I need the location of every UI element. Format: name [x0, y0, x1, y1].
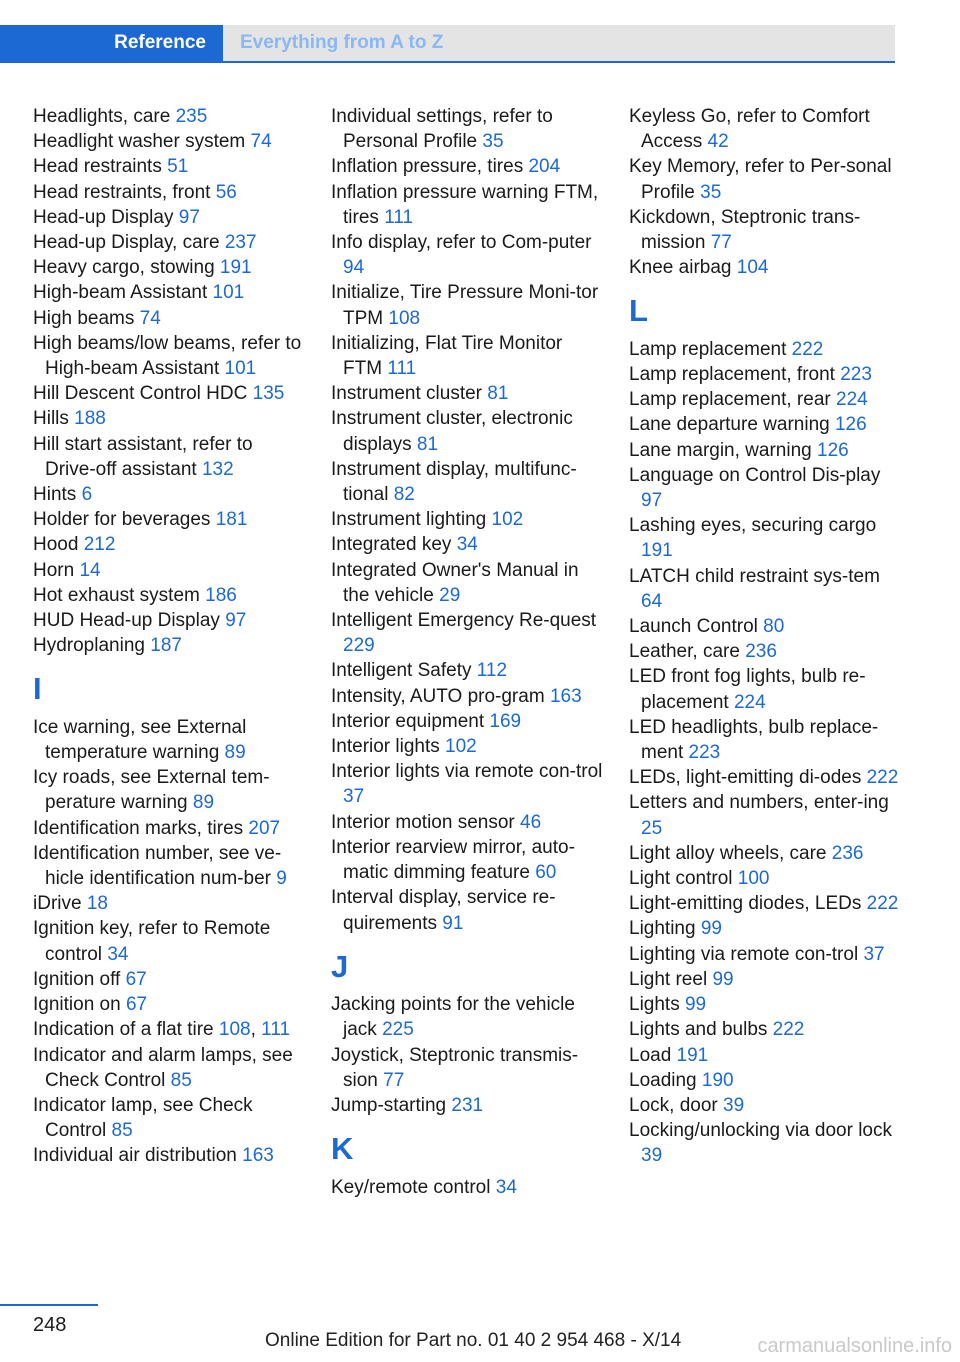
index-entry-text: Lamp replacement, front: [629, 364, 841, 386]
index-entry-text: Leather, care: [629, 641, 746, 663]
page-link[interactable]: 81: [416, 433, 439, 455]
index-entry-text: Indicator and alarm lamps, see Check Control: [33, 1044, 293, 1091]
page-link[interactable]: 64: [641, 590, 663, 612]
page-link[interactable]: 89: [224, 742, 246, 764]
index-entry-text: Integrated key: [331, 534, 457, 556]
page-link[interactable]: 18: [86, 893, 108, 915]
index-entry-text: Interior lights via remote con‐trol: [331, 761, 603, 783]
index-entry: [629, 715, 904, 765]
page-link[interactable]: 74: [250, 131, 272, 153]
index-entry: [33, 992, 308, 1017]
index-entry: [629, 1118, 904, 1168]
page-link[interactable]: 104: [736, 257, 769, 279]
index-entry-text: Light-emitting diodes, LEDs: [629, 893, 867, 915]
index-entry-text: High beams/low beams, refer to High-beam Assistant: [33, 332, 302, 380]
index-entry-text: Head-up Display: [33, 206, 179, 228]
page-link[interactable]: 236: [831, 842, 864, 864]
index-entry-text: Head restraints, front: [33, 181, 216, 203]
index-entry: [331, 1043, 606, 1093]
page-link[interactable]: 191: [641, 540, 673, 562]
index-entry: [33, 1043, 308, 1093]
index-entry: [33, 406, 308, 431]
index-entry: [331, 734, 606, 759]
index-entry-text: Individual settings, refer to Personal Profile: [331, 106, 553, 153]
index-entry-text: Integrated Owner's Manual in the vehicle: [331, 559, 579, 606]
index-entry: [331, 381, 606, 406]
index-entry-text: Head-up Display, care: [33, 232, 225, 254]
index-entry-text: Instrument cluster, electronic displays: [331, 408, 573, 455]
page-link[interactable]: 6: [81, 484, 93, 506]
page-link[interactable]: 14: [79, 559, 101, 581]
page-link[interactable]: 163: [549, 685, 582, 707]
index-entry: [331, 280, 606, 330]
index-entry: [629, 1068, 904, 1093]
page-link[interactable]: 97: [225, 610, 247, 632]
index-entry-text: Interior equipment: [331, 710, 490, 732]
page-link[interactable]: 85: [111, 1120, 133, 1142]
index-entry: [629, 614, 904, 639]
index-entry-text: Ignition off: [33, 968, 126, 990]
index-entry: [629, 337, 904, 362]
page-link[interactable]: 99: [684, 994, 707, 1016]
page-link[interactable]: 37: [863, 943, 885, 965]
index-entry: [629, 916, 904, 941]
page-link[interactable]: 37: [343, 786, 365, 808]
page-link[interactable]: 111: [261, 1019, 291, 1041]
index-entry-text: Icy roads, see External tem‐perature warning: [33, 767, 270, 814]
index-entry: [33, 205, 308, 230]
index-entry: [33, 816, 308, 841]
index-entry-text: LED front fog lights, bulb re‐placement: [629, 666, 866, 713]
index-entry: [331, 406, 606, 456]
page-link[interactable]: 82: [393, 484, 415, 506]
page-link[interactable]: 34: [495, 1176, 517, 1198]
index-entry: [629, 841, 904, 866]
index-entry: [629, 255, 904, 280]
index-entry-text: Initialize, Tire Pressure Moni‐tor TPM: [331, 282, 599, 329]
page-link[interactable]: 101: [224, 358, 257, 380]
index-entry: [331, 759, 606, 809]
index-entry: [33, 1143, 308, 1168]
page-link[interactable]: 222: [866, 893, 899, 915]
page-link[interactable]: 224: [836, 389, 868, 411]
index-entry: [629, 564, 904, 614]
index-entry: [629, 205, 904, 255]
index-entry-text: Launch Control: [629, 616, 764, 638]
page-link[interactable]: 224: [733, 691, 766, 713]
page-link[interactable]: 29: [439, 584, 461, 606]
page-link[interactable]: 101: [212, 282, 245, 304]
index-entry: [33, 507, 308, 532]
index-entry-text: Lock, door: [629, 1094, 723, 1116]
page-link[interactable]: 225: [382, 1019, 414, 1041]
index-entry-text: Instrument lighting: [331, 509, 492, 531]
footer-rule: [0, 1304, 98, 1306]
index-entry-text: LATCH child restraint sys‐tem: [629, 565, 880, 587]
index-entry: [629, 438, 904, 463]
index-entry: [331, 992, 606, 1042]
index-entry: [629, 790, 904, 840]
index-entry: [331, 532, 606, 557]
index-entry-text: Identification number, see ve‐hicle identification num‐ber: [33, 842, 282, 890]
page-link[interactable]: 188: [74, 408, 106, 430]
index-entry: [629, 967, 904, 992]
index-entry: [33, 331, 308, 381]
page-link[interactable]: 91: [442, 912, 464, 934]
index-entry: [331, 180, 606, 230]
page-link[interactable]: 100: [737, 868, 770, 890]
index-entry-text: HUD Head-up Display: [33, 610, 226, 632]
index-entry-text: Jump-starting: [331, 1094, 452, 1116]
page-link[interactable]: 126: [834, 414, 867, 436]
index-entry: [629, 942, 904, 967]
index-entry: [33, 255, 308, 280]
index-entry-text: Keyless Go, refer to Comfort Access: [629, 106, 870, 153]
page-link[interactable]: 56: [215, 181, 237, 203]
index-entry-text: Light alloy wheels, care: [629, 842, 832, 864]
index-entry: [629, 154, 904, 204]
index-entry: [629, 362, 904, 387]
index-entry: [331, 1175, 606, 1200]
index-entry-text: Intelligent Safety: [331, 660, 477, 682]
index-entry-text: Lights and bulbs: [629, 1019, 773, 1041]
index-entry: [33, 230, 308, 255]
index-entry: [33, 180, 308, 205]
index-entry: [33, 104, 308, 129]
edition-note: Online Edition for Part no. 01 40 2 954 468 - X/14: [265, 1330, 682, 1351]
index-entry-text: Horn: [33, 559, 80, 581]
index-entry: [629, 412, 904, 437]
watermark: carmanualsonline.info: [757, 1335, 952, 1357]
index-entry: [33, 154, 308, 179]
index-entry: [331, 658, 606, 683]
page-link[interactable]: 237: [224, 232, 257, 254]
index-entry-text: LED headlights, bulb replace‐ment: [629, 716, 879, 764]
index-entry-text: iDrive: [33, 893, 87, 915]
page-link[interactable]: 190: [701, 1069, 734, 1091]
page-link[interactable]: 229: [343, 635, 375, 657]
page-link[interactable]: 46: [520, 811, 542, 833]
page-link[interactable]: 111: [384, 206, 414, 228]
page-link[interactable]: 97: [178, 206, 200, 228]
page-link[interactable]: 85: [170, 1069, 192, 1091]
page-link[interactable]: 191: [676, 1044, 709, 1066]
page-link[interactable]: 222: [791, 338, 824, 360]
index-entry-text: Light reel: [629, 968, 713, 990]
index-entry: [629, 765, 904, 790]
page-link[interactable]: 39: [641, 1145, 663, 1167]
page-number: 248: [33, 1314, 67, 1336]
page-link[interactable]: 163: [242, 1145, 274, 1167]
index-entry: [331, 608, 606, 658]
page-link[interactable]: 102: [445, 736, 477, 758]
index-entry: [33, 381, 308, 406]
index-entry-text: Hydroplaning: [33, 635, 151, 657]
page-link[interactable]: 135: [252, 383, 285, 405]
page-link[interactable]: 111: [387, 358, 417, 380]
page-link[interactable]: 81: [487, 383, 509, 405]
index-column-3: [629, 104, 904, 1169]
page-link[interactable]: 51: [167, 156, 189, 178]
index-entry-text: Inflation pressure warning FTM, tires: [331, 181, 599, 228]
index-entry-text: Light control: [629, 868, 738, 890]
index-entry: [331, 457, 606, 507]
page-link[interactable]: 181: [215, 509, 248, 531]
index-entry-text: Locking/unlocking via door lock: [629, 1120, 892, 1142]
index-entry: [331, 684, 606, 709]
page-link[interactable]: 204: [528, 156, 561, 178]
index-entry-text: Head restraints: [33, 156, 168, 178]
page-link[interactable]: 236: [745, 641, 777, 663]
page-link[interactable]: 169: [489, 710, 522, 732]
index-entry-text: Interior motion sensor: [331, 811, 521, 833]
page-separator: ,: [250, 1019, 262, 1041]
page-link[interactable]: 126: [817, 439, 849, 461]
index-entry-text: Jacking points for the vehicle jack: [331, 994, 575, 1041]
index-entry-text: Kickdown, Steptronic trans‐mission: [629, 206, 861, 254]
index-entry: [33, 633, 308, 658]
index-entry-text: High-beam Assistant: [33, 282, 213, 304]
index-entry: [33, 1093, 308, 1143]
page-link[interactable]: 108: [388, 307, 421, 329]
index-entry: [33, 715, 308, 765]
index-entry: [33, 916, 308, 966]
index-entry-text: Hot exhaust system: [33, 584, 206, 606]
index-entry: [33, 608, 308, 633]
index-entry: [33, 1017, 308, 1042]
page-link[interactable]: 9: [276, 868, 287, 890]
page-link[interactable]: 67: [125, 994, 148, 1016]
page-link[interactable]: 25: [641, 817, 663, 839]
index-entry-text: High beams: [33, 307, 140, 329]
page-link[interactable]: 97: [641, 490, 663, 512]
index-entry-text: Individual air distribution: [33, 1145, 243, 1167]
page-link[interactable]: 222: [866, 767, 899, 789]
index-entry: [33, 583, 308, 608]
page-link[interactable]: 223: [840, 364, 872, 386]
index-entry: [331, 154, 606, 179]
index-entry: [33, 306, 308, 331]
index-entry-text: Ignition on: [33, 994, 126, 1016]
page-link[interactable]: 77: [383, 1069, 405, 1091]
page-link[interactable]: 186: [205, 584, 237, 606]
index-entry: [629, 513, 904, 563]
page-link[interactable]: 112: [476, 660, 508, 682]
index-entry: [33, 280, 308, 305]
index-entry-text: Key/remote control: [331, 1176, 496, 1198]
index-entry: [33, 532, 308, 557]
index-entry-text: Hills: [33, 408, 75, 430]
index-entry-text: Instrument cluster: [331, 383, 488, 405]
index-entry-text: Lamp replacement, rear: [629, 389, 836, 411]
index-entry-text: Lighting: [629, 918, 701, 940]
index-entry-text: Key Memory, refer to Per‐sonal Profile: [629, 156, 892, 203]
index-entry-text: Lashing eyes, securing cargo: [629, 515, 877, 537]
index-entry: [629, 387, 904, 412]
index-letter-heading: L: [629, 293, 648, 329]
index-entry: [629, 1017, 904, 1042]
index-entry: [629, 463, 904, 513]
index-entry: [629, 639, 904, 664]
page-link[interactable]: 67: [125, 968, 147, 990]
tab-reference[interactable]: Reference: [0, 25, 223, 61]
index-entry-text: Load: [629, 1044, 677, 1066]
index-entry-text: Interior lights: [331, 736, 446, 758]
index-entry-text: Lights: [629, 994, 685, 1016]
header-rule: [0, 61, 895, 63]
page-link[interactable]: 223: [688, 742, 721, 764]
index-entry-text: Loading: [629, 1069, 702, 1091]
index-entry: [33, 432, 308, 482]
page-link[interactable]: 74: [139, 307, 161, 329]
page-link[interactable]: 132: [201, 458, 234, 480]
page-link[interactable]: 212: [83, 534, 116, 556]
index-entry: [331, 835, 606, 885]
page-link[interactable]: 102: [491, 509, 524, 531]
index-entry-text: Headlights, care: [33, 106, 176, 127]
index-entry: [331, 230, 606, 280]
index-column-2: [331, 104, 606, 1200]
page-link[interactable]: 34: [107, 943, 129, 965]
index-entry-text: Hood: [33, 534, 84, 556]
header-bar: [0, 25, 895, 61]
page-link[interactable]: 191: [219, 257, 252, 279]
index-entry: [331, 885, 606, 935]
index-entry-text: Instrument display, multifunc‐tional: [331, 458, 577, 506]
index-entry: [629, 891, 904, 916]
index-entry-text: Interval display, service re‐quirements: [331, 887, 556, 934]
index-entry: [629, 866, 904, 891]
index-entry: [629, 104, 904, 154]
index-entry: [331, 1093, 606, 1118]
index-entry-text: Hill start assistant, refer to Drive-off assistant: [33, 433, 253, 480]
page-link[interactable]: 207: [248, 817, 281, 839]
index-letter-heading: J: [331, 948, 349, 984]
index-entry-text: Identification marks, tires: [33, 817, 249, 839]
page-link[interactable]: 187: [150, 635, 182, 657]
index-entry: [33, 129, 308, 154]
page-link[interactable]: 231: [451, 1094, 484, 1116]
page-link[interactable]: 108: [218, 1019, 251, 1041]
index-entry: [629, 664, 904, 714]
page-link[interactable]: 77: [710, 232, 732, 254]
page-link[interactable]: 35: [482, 131, 504, 153]
index-entry-text: Lane margin, warning: [629, 439, 817, 461]
index-entry-text: Info display, refer to Com‐puter: [331, 232, 592, 254]
index-entry: [331, 810, 606, 835]
index-entry-text: LEDs, light-emitting di‐odes: [629, 767, 867, 789]
index-column-1: [33, 104, 308, 1169]
index-entry: [33, 967, 308, 992]
index-entry-text: Intelligent Emergency Re‐quest: [331, 610, 597, 632]
index-entry: [331, 507, 606, 532]
index-entry-text: Indicator lamp, see Check Control: [33, 1094, 253, 1142]
page-link[interactable]: 39: [723, 1094, 745, 1116]
index-entry-text: Holder for beverages: [33, 509, 216, 531]
index-entry-text: Initializing, Flat Tire Monitor FTM: [331, 332, 563, 380]
index-entry-text: Headlight washer system: [33, 131, 251, 153]
index-entry: [33, 891, 308, 916]
index-entry-text: Joystick, Steptronic transmis‐sion: [331, 1044, 579, 1091]
index-entry: [331, 709, 606, 734]
index-entry-text: Hints: [33, 484, 82, 506]
index-entry: [33, 765, 308, 815]
index-letter-heading: K: [331, 1131, 354, 1167]
page-link[interactable]: 60: [535, 862, 557, 884]
page-link[interactable]: 80: [763, 616, 785, 638]
page-link[interactable]: 35: [700, 181, 722, 203]
index-entry-text: Inflation pressure, tires: [331, 156, 529, 178]
index-entry-text: Interior rearview mirror, auto‐matic dimming feature: [331, 836, 575, 884]
index-entry-text: Lamp replacement: [629, 338, 792, 360]
page-link[interactable]: 89: [192, 792, 215, 814]
tab-everything-a-to-z[interactable]: Everything from A to Z: [223, 25, 895, 61]
index-entry-text: Language on Control Dis‐play: [629, 464, 881, 486]
index-entry-text: Lane departure warning: [629, 414, 835, 436]
index-entry: [33, 482, 308, 507]
page-link[interactable]: 99: [712, 968, 734, 990]
index-entry-text: Heavy cargo, stowing: [33, 257, 220, 279]
index-entry-text: Intensity, AUTO pro‐gram: [331, 685, 550, 707]
index-entry-text: Knee airbag: [629, 257, 737, 279]
index-letter-heading: I: [33, 671, 42, 707]
index-entry-text: Letters and numbers, enter‐ing: [629, 792, 889, 814]
index-entry: [331, 331, 606, 381]
index-entry-text: Indication of a flat tire: [33, 1019, 219, 1041]
page-link[interactable]: 99: [700, 918, 722, 940]
page-link[interactable]: 222: [772, 1019, 805, 1041]
index-entry: [331, 558, 606, 608]
page-link[interactable]: 42: [707, 131, 729, 153]
index-entry-text: Ignition key, refer to Remote control: [33, 918, 271, 965]
page-link[interactable]: 94: [343, 257, 365, 279]
index-entry: [331, 104, 606, 154]
index-entry-text: Ice warning, see External temperature warning: [33, 716, 247, 764]
page-link[interactable]: 235: [175, 106, 208, 127]
page-link[interactable]: 34: [456, 534, 478, 556]
index-entry-text: Hill Descent Control HDC: [33, 383, 253, 405]
index-entry: [629, 992, 904, 1017]
index-entry: [33, 558, 308, 583]
index-entry-text: Lighting via remote con‐trol: [629, 943, 864, 965]
index-entry: [33, 841, 308, 891]
index-entry: [629, 1043, 904, 1068]
index-entry: [629, 1093, 904, 1118]
